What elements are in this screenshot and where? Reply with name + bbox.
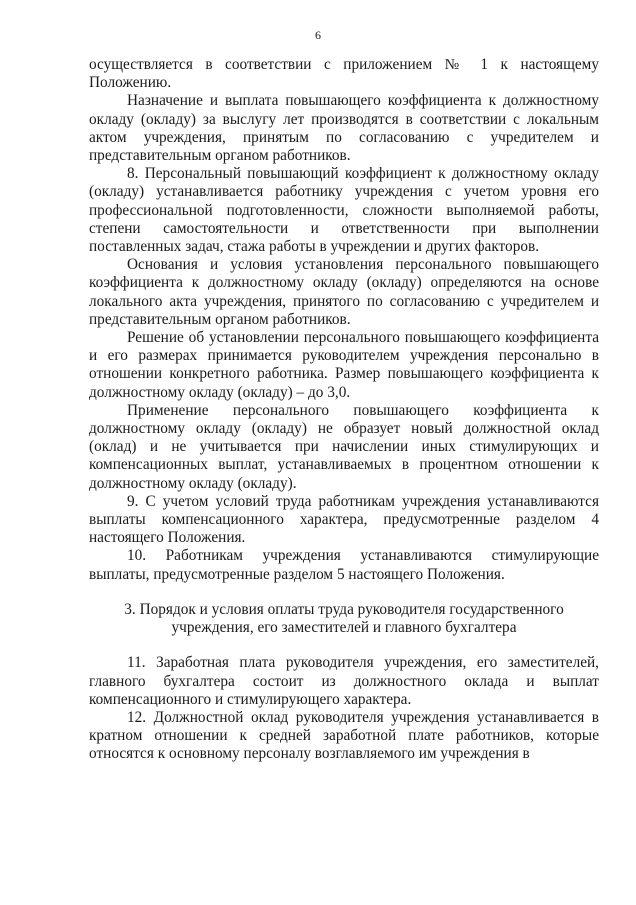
paragraph-item-10: 10. Работникам учреждения устанавливаются стимулирующие выплаты, предусмотренные разделом 5 настоящего Положения. (89, 547, 599, 583)
document-body (89, 56, 599, 764)
section-heading: 3. Порядок и условия оплаты труда руководителя государственного учреждения, его заместителей и главного бухгалтера (124, 600, 564, 637)
paragraph-seniority-coefficient: Назначение и выплата повышающего коэффициента к должностному окладу (окладу) за выслугу лет производятся в соответствии с локальным актом учреждения, принятым по согласованию с учредителем и представительным органом работников. (89, 92, 599, 165)
paragraph-item-8: 8. Персональный повышающий коэффициент к должностному окладу (окладу) устанавливается работнику учреждения с учетом уровня его профессиональной подготовленности, сложности выполняемой работы, степени самостоятельности и ответственности при выполнении поставленных задач, стажа работы в учреждении и других факторов. (89, 165, 599, 256)
paragraph-continuation: осуществляется в соответствии с приложением № 1 к настоящему Положению. (89, 56, 599, 92)
paragraph-coefficient-grounds: Основания и условия установления персонального повышающего коэффициента к должностному окладу (окладу) определяются на основе локального акта учреждения, принятого по согласованию с учредителем и представительным органом работников. (89, 256, 599, 328)
paragraph-coefficient-application: Применение персонального повышающего коэффициента к должностному окладу (окладу) не образует новый должностной оклад (оклад) и не учитывается при начислении иных стимулирующих и компенсационных выплат, устанавливаемых в процентном отношении к должностному окладу (окладу). (89, 401, 599, 492)
paragraph-item-11: 11. Заработная плата руководителя учреждения, его заместителей, главного бухгалтера состоит из должностного оклада и выплат компенсационного и стимулирующего характера. (89, 654, 599, 708)
paragraph-coefficient-decision: Решение об установлении персонального повышающего коэффициента и его размерах принимается руководителем учреждения персонально в отношении конкретного работника. Размер повышающего коэффициента к должностному окладу (окладу) – до 3,0. (89, 329, 599, 401)
paragraph-item-12: 12. Должностной оклад руководителя учреждения устанавливается в кратном отношении к средней заработной плате работников, которые относятся к основному персоналу возглавляемого им учреждения в (89, 708, 599, 763)
paragraph-item-9: 9. С учетом условий труда работникам учреждения устанавливаются выплаты компенсационного характера, предусмотренные разделом 4 настоящего Положения. (89, 492, 599, 547)
page-number: 6 (315, 28, 321, 42)
